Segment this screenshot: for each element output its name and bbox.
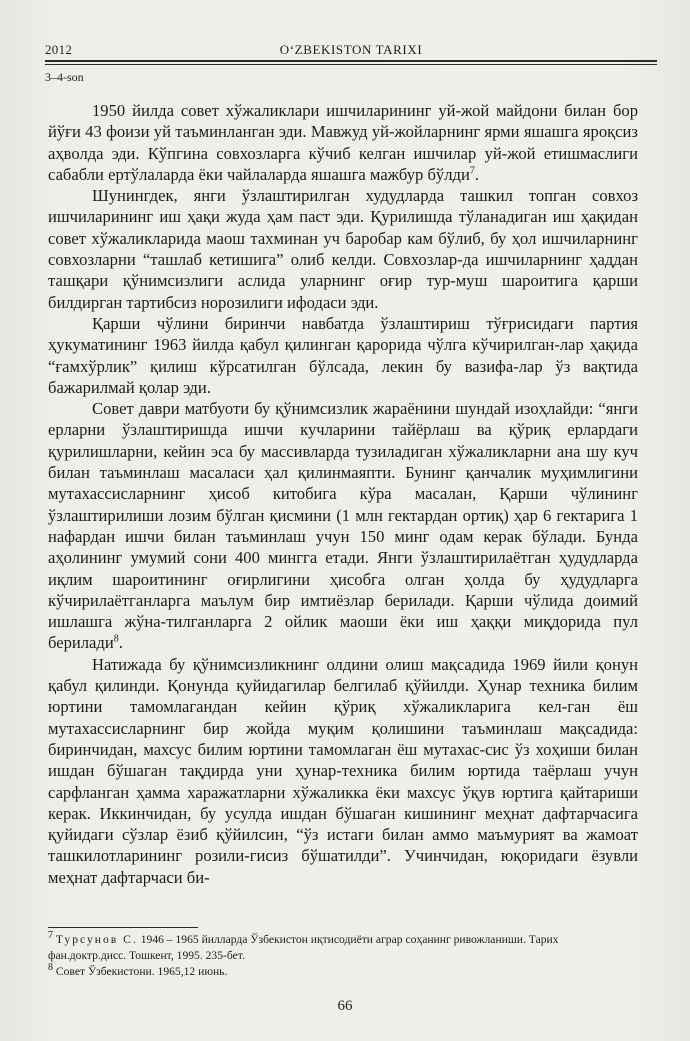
paragraph-text: Совет даври матбуоти бу қўнимсизлик жараёнини шундай изоҳлайди: “янги ерларни ўзлаштиришда ишчи кучларини тайёрлаш ва қўриқ ерлардаги қурилишларни, кейин эса бу массивларда тузиладиган хўжаликларни ана шу куч билан таъминлаш масаласи ҳал қилинмаяпти. Бунинг қанчалик муҳимлигини мутахассисларнинг ҳисоб китобига кўра масалан, Қарши чўлининг ўзлаштирилиши лозим бўлган қисмини (1 млн гектардан ортиқ) ҳар 6 гектарига 1 нафардан ишчи билан таъминлаш учун 150 минг одам керак бўлади. Бунда аҳолининг умумий сони 400 мингга етади. Янги ўзлаштирилаётган ҳудудларда иқлим шароитининг оғирлигини ҳисобга олган ҳолда бу ҳудудларга кўчирилаётганларга маълум бир имтиёзлар берилади. Қарши чўлида доимий ишлашга жўна-тилганларга 2 ойлик маоши ёки иш ҳаққи миқдорида пул берилади <box>48 399 638 653</box>
header-rule <box>45 60 657 62</box>
footnote-separator <box>48 927 198 928</box>
header-year: 2012 <box>45 42 73 57</box>
footnote-ref: 8 <box>113 633 119 645</box>
footnote-text: 1946 – 1965 йилларда Ўзбекистон иқтисодиёти аграр соҳанинг ривожланиши. Тарих фан.доктр.дисс. Тошкент, 1995. 235-бет. <box>48 933 559 962</box>
running-header <box>45 40 657 66</box>
page-number: 66 <box>337 998 353 1014</box>
paragraph-text: Натижада бу қўнимсизликнинг олдини олиш мақсадида 1969 йили қонун қабул қилинди. Қонунда қуйидагилар белгилаб қўйилди. Ҳунар техника билим юртини тамомлагандан кейин қўриқ хўжаликларига кел-ган ёш мутахассисларнинг бир жойда муқим қолишини таъминлаш мақсадида: биринчидан, махсус билим юртини тамомлаган ёш мутахас-сис ўз хоҳиши билан ишдан бўшаган тақдирда уни ҳунар-техника билим юртида таёрлаш учун сарфланган ҳамма харажатларни хўжаликка ёки махсус ўқув юртига қайтариши керак. Иккинчидан, бу усулда ишдан бўшаган кишининг меҳнат дафтарчасига қуйидаги сўзлар ёзиб қўйилсин, “ўз истаги билан аммо маъмурият ва жамоат ташкилотларининг розили-гисиз бўшатилди”. Учинчидан, юқоридаги ёзувли меҳнат дафтарчаси би- <box>48 654 638 887</box>
paragraph <box>48 313 638 398</box>
paragraph-tail: . <box>474 164 479 184</box>
paragraph <box>48 398 638 654</box>
footnote-text: Совет Ўзбекистони. 1965,12 июнь. <box>55 965 228 978</box>
issue-number: 3–4-son <box>45 70 84 84</box>
paragraph <box>48 100 638 185</box>
paragraph-text: 1950 йилда совет хўжаликлари ишчиларининг уй-жой майдони билан бор йўғи 43 фоизи уй таъминланган эди. Мавжуд уй-жойларнинг ярми яшашга яроқсиз аҳволда эди. Кўпгина совхозларга кўчиб келган ишчилар уй-жой етишмаслиги сабабли ертўлаларда ёки чайлаларда яшашга мажбур бўлди <box>48 101 638 184</box>
paragraph <box>48 185 638 313</box>
footnote-item <box>48 932 638 964</box>
paragraph-text: Шунингдек, янги ўзлаштирилган худудларда ташкил топган совхоз ишчиларининг иш ҳақи жуда ҳам паст эди. Қурилишда тўланадиган иш ҳақидан совет хўжаликларида маош тахминан уч баробар кам бўлиб, бу ҳол ишчиларнинг совхозларни “ташлаб кетишига” олиб келди. Совхозлар-да ишчиларнинг ҳаддан ташқари қўнимсизлиги аслида уларнинг оғир тур-муш шароитига қарши билдирган тартибсиз норозилиги ифодаси эди. <box>48 186 638 312</box>
paragraph <box>48 654 638 888</box>
paragraph-tail: . <box>118 633 123 653</box>
footnotes <box>48 932 638 980</box>
footnote-ref: 7 <box>469 165 475 177</box>
footnote-item <box>48 964 638 980</box>
article-body <box>48 100 638 888</box>
header-rule-thin <box>45 64 657 65</box>
footnote-author: Турсунов С. <box>55 933 138 946</box>
paragraph-text: Қарши чўлини биринчи навбатда ўзлаштириш тўғрисидаги партия ҳукуматининг 1963 йилда қабул қилинган қарорида чўлга кўчирилган-лар ҳақида “ғамхўрлик” қилиш кўрсатилган бўлсада, лекин бу вазифа-лар ўз вақтида бажарилмай қолар эди. <box>48 313 638 397</box>
footnote-number: 8 <box>48 962 53 974</box>
footnote-number: 7 <box>48 930 53 942</box>
journal-title: O‘ZBEKISTON TARIXI <box>279 42 423 57</box>
